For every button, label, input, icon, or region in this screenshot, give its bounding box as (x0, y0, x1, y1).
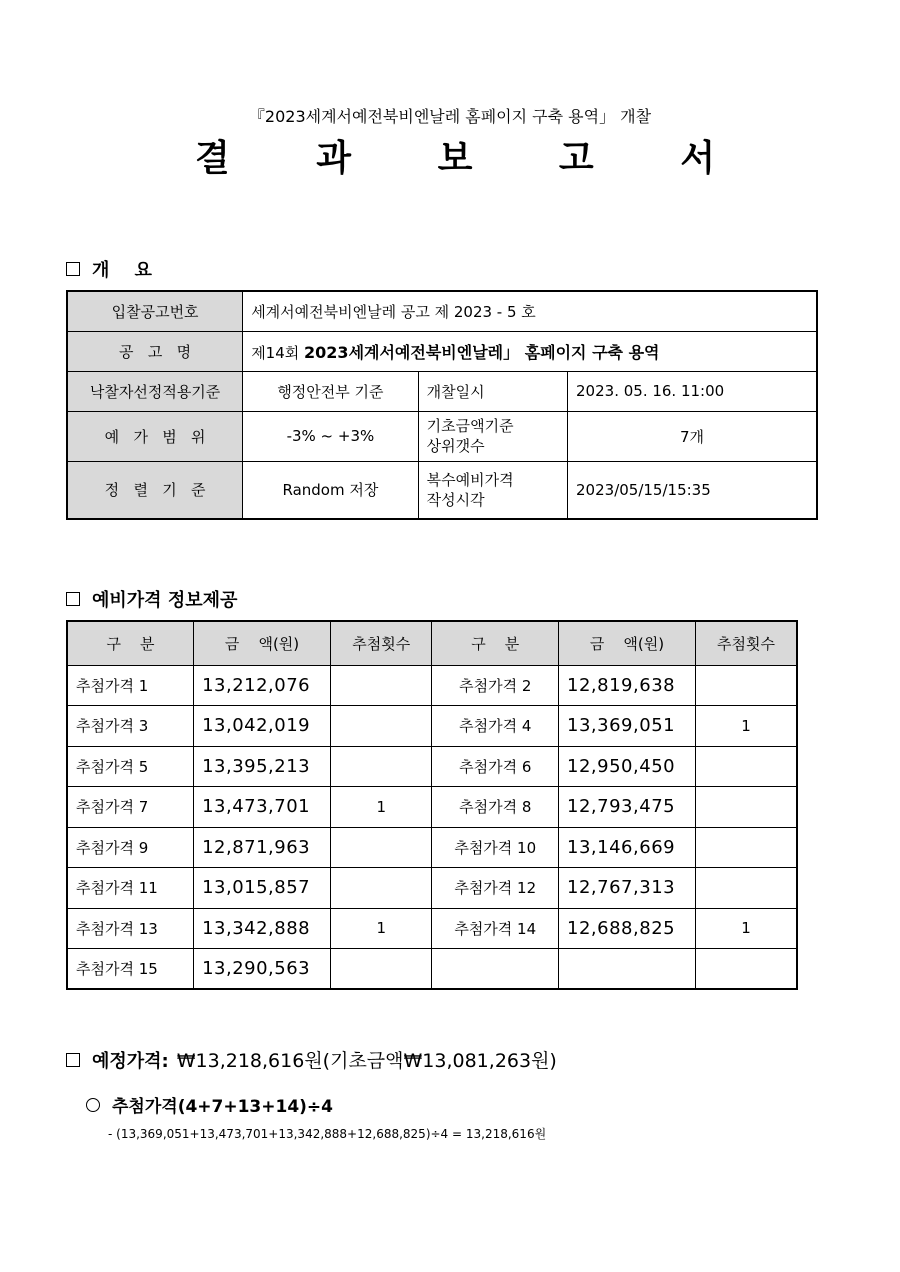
draw-name: 추첨가격 6 (432, 746, 559, 787)
formula-calculation: - (13,369,051+13,473,701+13,342,888+12,688,825)÷4 = 13,218,616원 (108, 1127, 547, 1141)
draw-name: 추첨가격 7 (67, 787, 194, 828)
draw-amount: 13,473,701 (194, 787, 331, 828)
prices-table (66, 620, 798, 990)
draw-count: 1 (330, 908, 432, 949)
title-char: 고 (558, 138, 594, 179)
table-row (67, 827, 797, 868)
sort-label: 정 렬 기 준 (67, 461, 243, 519)
notice-value: 세계서예전북비엔날레 공고 제 2023 - 5 호 (243, 291, 817, 331)
title-char: 서 (680, 138, 715, 179)
table-row (67, 291, 817, 331)
overview-heading (66, 256, 152, 282)
draw-count (695, 665, 797, 706)
draw-amount: 12,688,825 (559, 908, 696, 949)
draw-amount: 13,042,019 (194, 706, 331, 747)
draw-amount: 13,015,857 (194, 868, 331, 909)
opening-label: 개찰일시 (418, 371, 567, 411)
document-subtitle: 『2023세계서예전북비엔날레 홈페이지 구축 용역」 개찰 (248, 107, 652, 126)
estimated-price-value: ₩13,218,616원(기초금액₩13,081,263원) (176, 1050, 557, 1072)
checkbox-square-icon (66, 1053, 80, 1067)
name-value: 2023세계서예전북비엔날레」 홈페이지 구축 용역 (304, 342, 660, 362)
draw-amount: 13,290,563 (194, 949, 331, 990)
name-value-cell (243, 331, 817, 371)
draw-count (695, 787, 797, 828)
top-count-label: 기초금액기준 상위갯수 (418, 411, 567, 461)
draw-name: 추첨가격 9 (67, 827, 194, 868)
draw-name: 추첨가격 14 (432, 908, 559, 949)
notice-label: 입찰공고번호 (67, 291, 243, 331)
draw-name: 추첨가격 1 (67, 665, 194, 706)
prices-heading-label: 예비가격 정보제공 (92, 590, 238, 611)
table-row (67, 331, 817, 371)
draw-name: 추첨가격 12 (432, 868, 559, 909)
draw-name: 추첨가격 5 (67, 746, 194, 787)
draw-count (695, 746, 797, 787)
document-title (195, 130, 715, 180)
draw-count (330, 706, 432, 747)
draw-amount: 12,767,313 (559, 868, 696, 909)
prices-heading (66, 586, 237, 612)
created-value: 2023/05/15/15:35 (568, 461, 817, 519)
checkbox-square-icon (66, 262, 80, 276)
criteria-value: 행정안전부 기준 (243, 371, 418, 411)
overview-table (66, 290, 818, 520)
name-prefix: 제14회 (251, 343, 305, 362)
column-header: 금 액(원) (194, 621, 331, 665)
draw-count (695, 949, 797, 990)
table-row (67, 461, 817, 519)
draw-name: 추첨가격 11 (67, 868, 194, 909)
table-row (67, 665, 797, 706)
column-header: 금 액(원) (559, 621, 696, 665)
draw-count (330, 868, 432, 909)
draw-amount: 13,146,669 (559, 827, 696, 868)
draw-amount: 13,212,076 (194, 665, 331, 706)
overview-heading-label: 개 요 (92, 260, 152, 281)
column-header: 추첨횟수 (695, 621, 797, 665)
table-row (67, 371, 817, 411)
draw-count (330, 949, 432, 990)
draw-amount: 12,871,963 (194, 827, 331, 868)
title-char: 과 (316, 138, 352, 179)
draw-amount: 13,369,051 (559, 706, 696, 747)
draw-count: 1 (330, 787, 432, 828)
table-row (67, 411, 817, 461)
draw-amount: 13,395,213 (194, 746, 331, 787)
draw-count (330, 746, 432, 787)
column-header: 추첨횟수 (330, 621, 432, 665)
table-row (67, 706, 797, 747)
range-label: 예 가 범 위 (67, 411, 243, 461)
draw-count: 1 (695, 706, 797, 747)
draw-amount: 12,950,450 (559, 746, 696, 787)
draw-name: 추첨가격 8 (432, 787, 559, 828)
column-header: 구 분 (432, 621, 559, 665)
table-row (67, 746, 797, 787)
table-header-row (67, 621, 797, 665)
column-header: 구 분 (67, 621, 194, 665)
draw-count (695, 827, 797, 868)
draw-amount (559, 949, 696, 990)
draw-name: 추첨가격 10 (432, 827, 559, 868)
title-char: 결 (195, 138, 230, 179)
opening-value: 2023. 05. 16. 11:00 (568, 371, 817, 411)
checkbox-square-icon (66, 592, 80, 606)
formula-title: 추첨가격(4+7+13+14)÷4 (112, 1097, 334, 1117)
sort-value: Random 저장 (243, 461, 418, 519)
criteria-label: 낙찰자선정적용기준 (67, 371, 243, 411)
draw-count (695, 868, 797, 909)
name-label: 공 고 명 (67, 331, 243, 371)
draw-name: 추첨가격 3 (67, 706, 194, 747)
top-count-value: 7개 (568, 411, 817, 461)
draw-amount: 13,342,888 (194, 908, 331, 949)
table-row (67, 908, 797, 949)
draw-name: 추첨가격 2 (432, 665, 559, 706)
estimated-price-label: 예정가격: (92, 1050, 169, 1072)
draw-amount: 12,819,638 (559, 665, 696, 706)
draw-name: 추첨가격 13 (67, 908, 194, 949)
table-row (67, 787, 797, 828)
title-char: 보 (437, 138, 473, 179)
draw-amount: 12,793,475 (559, 787, 696, 828)
circle-bullet-icon (86, 1098, 100, 1112)
table-row (67, 868, 797, 909)
draw-name: 추첨가격 15 (67, 949, 194, 990)
formula-heading (86, 1092, 333, 1117)
created-label: 복수예비가격 작성시각 (418, 461, 567, 519)
draw-count: 1 (695, 908, 797, 949)
draw-count (330, 827, 432, 868)
draw-name (432, 949, 559, 990)
range-value: -3% ~ +3% (243, 411, 418, 461)
draw-count (330, 665, 432, 706)
estimated-price (66, 1046, 557, 1073)
table-row (67, 949, 797, 990)
draw-name: 추첨가격 4 (432, 706, 559, 747)
